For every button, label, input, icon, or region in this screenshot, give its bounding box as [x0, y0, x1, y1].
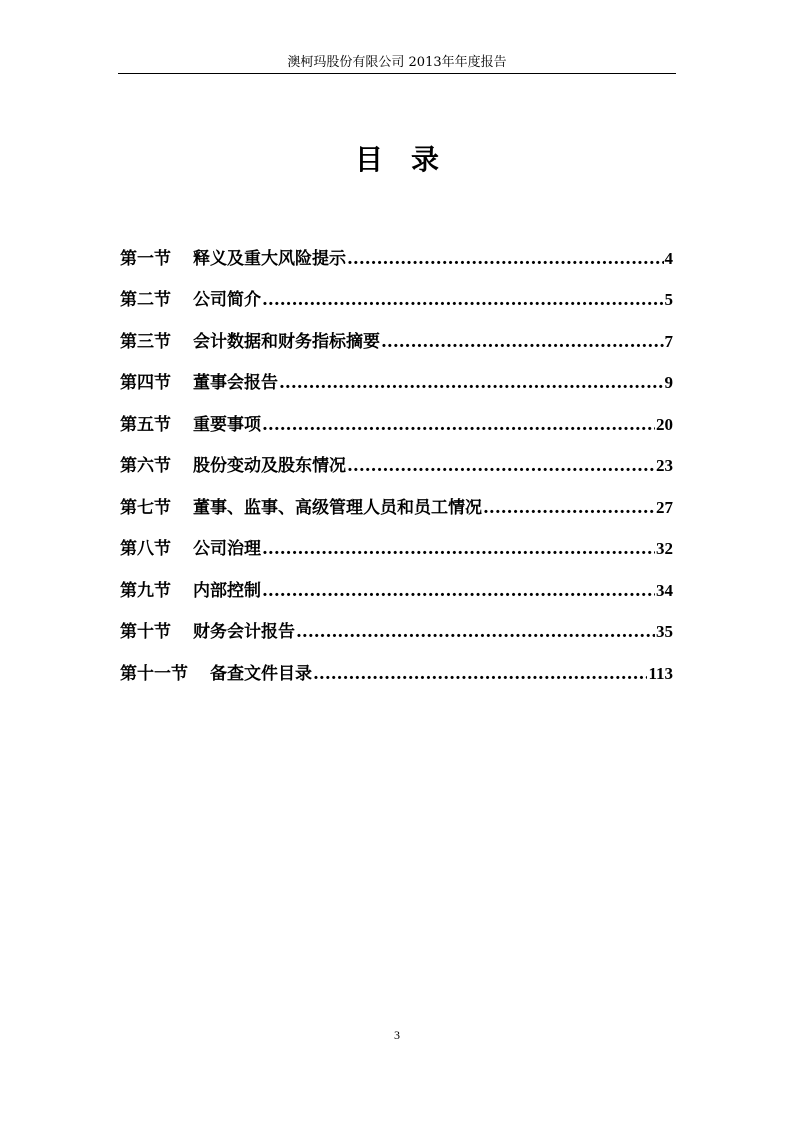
toc-entry[interactable]: [120, 354, 673, 396]
toc-section-number: 第八节: [120, 539, 171, 559]
toc-section-title: 股份变动及股东情况: [193, 456, 346, 476]
toc-dot-leader: [296, 620, 655, 644]
toc-title: 目录: [354, 143, 467, 176]
toc-section-number: 第一节: [120, 248, 171, 269]
toc-page-number: 32: [656, 539, 673, 558]
toc-entry[interactable]: [120, 229, 673, 271]
toc-dot-leader: [262, 413, 655, 437]
toc-list: [120, 229, 673, 686]
toc-section-number: 第五节: [120, 414, 171, 435]
toc-page-number: 7: [664, 331, 673, 351]
toc-section-number: 第十一节: [120, 663, 188, 684]
toc-section-number: 第六节: [120, 456, 171, 476]
toc-page-number: 34: [656, 580, 673, 600]
toc-entry[interactable]: [120, 271, 673, 313]
toc-page-number: 35: [656, 622, 673, 641]
toc-section-number: 第二节: [120, 290, 171, 310]
header-rule: [118, 73, 676, 74]
toc-dot-leader: [262, 537, 655, 561]
toc-section-number: 第四节: [120, 373, 171, 393]
toc-page-number: 4: [664, 248, 673, 268]
toc-page-number: 27: [656, 497, 673, 517]
toc-section-title: 董事、监事、高级管理人员和员工情况: [193, 497, 482, 518]
toc-entry[interactable]: [120, 312, 673, 354]
toc-page-number: 9: [664, 373, 673, 392]
toc-entry[interactable]: [120, 395, 673, 437]
toc-page-number: 113: [648, 663, 673, 683]
toc-section-number: 第三节: [120, 331, 171, 352]
toc-section-number: 第九节: [120, 580, 171, 601]
toc-section-title: 会计数据和财务指标摘要: [193, 331, 380, 352]
running-header: 澳柯玛股份有限公司 2013年年度报告: [287, 55, 507, 70]
toc-section-number: 第七节: [120, 497, 171, 518]
toc-section-title: 公司治理: [193, 539, 261, 559]
toc-page-number: 23: [656, 456, 673, 475]
toc-dot-leader: [262, 579, 655, 603]
toc-entry[interactable]: [120, 520, 673, 562]
toc-dot-leader: [313, 662, 647, 686]
toc-section-title: 释义及重大风险提示: [193, 248, 346, 269]
toc-section-title: 备查文件目录: [210, 663, 312, 684]
toc-section-number: 第十节: [120, 622, 171, 642]
toc-dot-leader: [262, 288, 664, 312]
toc-entry[interactable]: [120, 561, 673, 603]
toc-dot-leader: [279, 371, 664, 395]
toc-dot-leader: [347, 247, 664, 271]
toc-entry[interactable]: [120, 603, 673, 645]
toc-dot-leader: [483, 496, 655, 520]
toc-section-title: 公司简介: [193, 290, 261, 310]
toc-section-title: 重要事项: [193, 414, 261, 435]
toc-dot-leader: [347, 454, 655, 478]
toc-page-number: 20: [656, 414, 673, 434]
toc-section-title: 财务会计报告: [193, 622, 295, 642]
toc-entry[interactable]: [120, 437, 673, 479]
footer-page-number: 3: [394, 1028, 400, 1042]
toc-entry[interactable]: [120, 478, 673, 520]
toc-page-number: 5: [664, 290, 673, 309]
toc-section-title: 董事会报告: [193, 373, 278, 393]
toc-section-title: 内部控制: [193, 580, 261, 601]
toc-entry[interactable]: [120, 644, 673, 686]
toc-dot-leader: [381, 330, 664, 354]
